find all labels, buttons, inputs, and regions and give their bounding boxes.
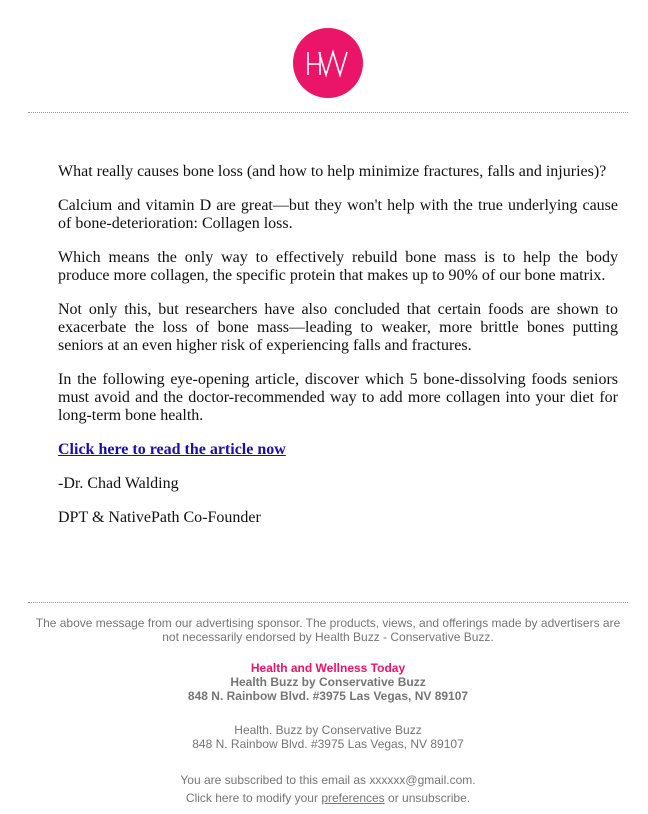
bottom-divider: [28, 602, 628, 603]
disclaimer-text: The above message from our advertising sponsor. The products, views, and offerings made by advertisers are not necessarily endorsed by Health Buzz - Conservative Buzz.: [35, 616, 621, 644]
subscription-block: [28, 771, 628, 807]
subscribed-text: You are subscribed to this email as xxxxxx@gmail.com.: [180, 773, 476, 787]
body-paragraph-4: Not only this, but researchers have also concluded that certain foods are shown to exacerbate the loss of bone mass—leading to weaker, more brittle bones putting seniors at an even higher risk of experiencing falls and fractures.: [58, 301, 618, 354]
modify-text: [28, 789, 628, 807]
top-divider: [28, 112, 628, 113]
modify-suffix: or unsubscribe.: [388, 791, 471, 805]
brand-name: Health and Wellness Today: [250, 661, 406, 675]
signature-name: -Dr. Chad Walding: [58, 475, 179, 492]
read-article-link[interactable]: Click here to read the article now: [58, 441, 286, 458]
logo-container: [0, 28, 648, 98]
sponsor-disclaimer: [28, 616, 628, 644]
body-paragraph-3: Which means the only way to effectively rebuild bone mass is to help the body produce more collagen, the specific protein that makes up to 90% of our bone matrix.: [58, 249, 618, 284]
hw-logo[interactable]: [293, 28, 363, 98]
company-name: Health. Buzz by Conservative Buzz: [234, 723, 422, 737]
cta-paragraph: [58, 441, 618, 459]
hw-logo-mark: [302, 48, 354, 78]
body-paragraph-1: What really causes bone loss (and how to help minimize fractures, falls and injuries)?: [58, 163, 607, 180]
company-block: [28, 723, 628, 751]
brand-block: [28, 661, 628, 703]
brand-subtitle: Health Buzz by Conservative Buzz: [230, 675, 426, 689]
signature-title: DPT & NativePath Co-Founder: [58, 509, 261, 526]
body-paragraph-2: Calcium and vitamin D are great—but they won't help with the true underlying cause of bone-deterioration: Collagen loss.: [58, 197, 618, 232]
brand-address: 848 N. Rainbow Blvd. #3975 Las Vegas, NV 89107: [187, 689, 469, 703]
email-body: [58, 163, 618, 543]
modify-prefix: Click here to modify your: [185, 791, 318, 805]
company-address: 848 N. Rainbow Blvd. #3975 Las Vegas, NV 89107: [192, 737, 464, 751]
body-paragraph-5: In the following eye-opening article, discover which 5 bone-dissolving foods seniors must avoid and the doctor-recommended way to add more collagen into your diet for long-term bone health.: [58, 371, 618, 424]
preferences-link[interactable]: preferences: [321, 791, 385, 805]
